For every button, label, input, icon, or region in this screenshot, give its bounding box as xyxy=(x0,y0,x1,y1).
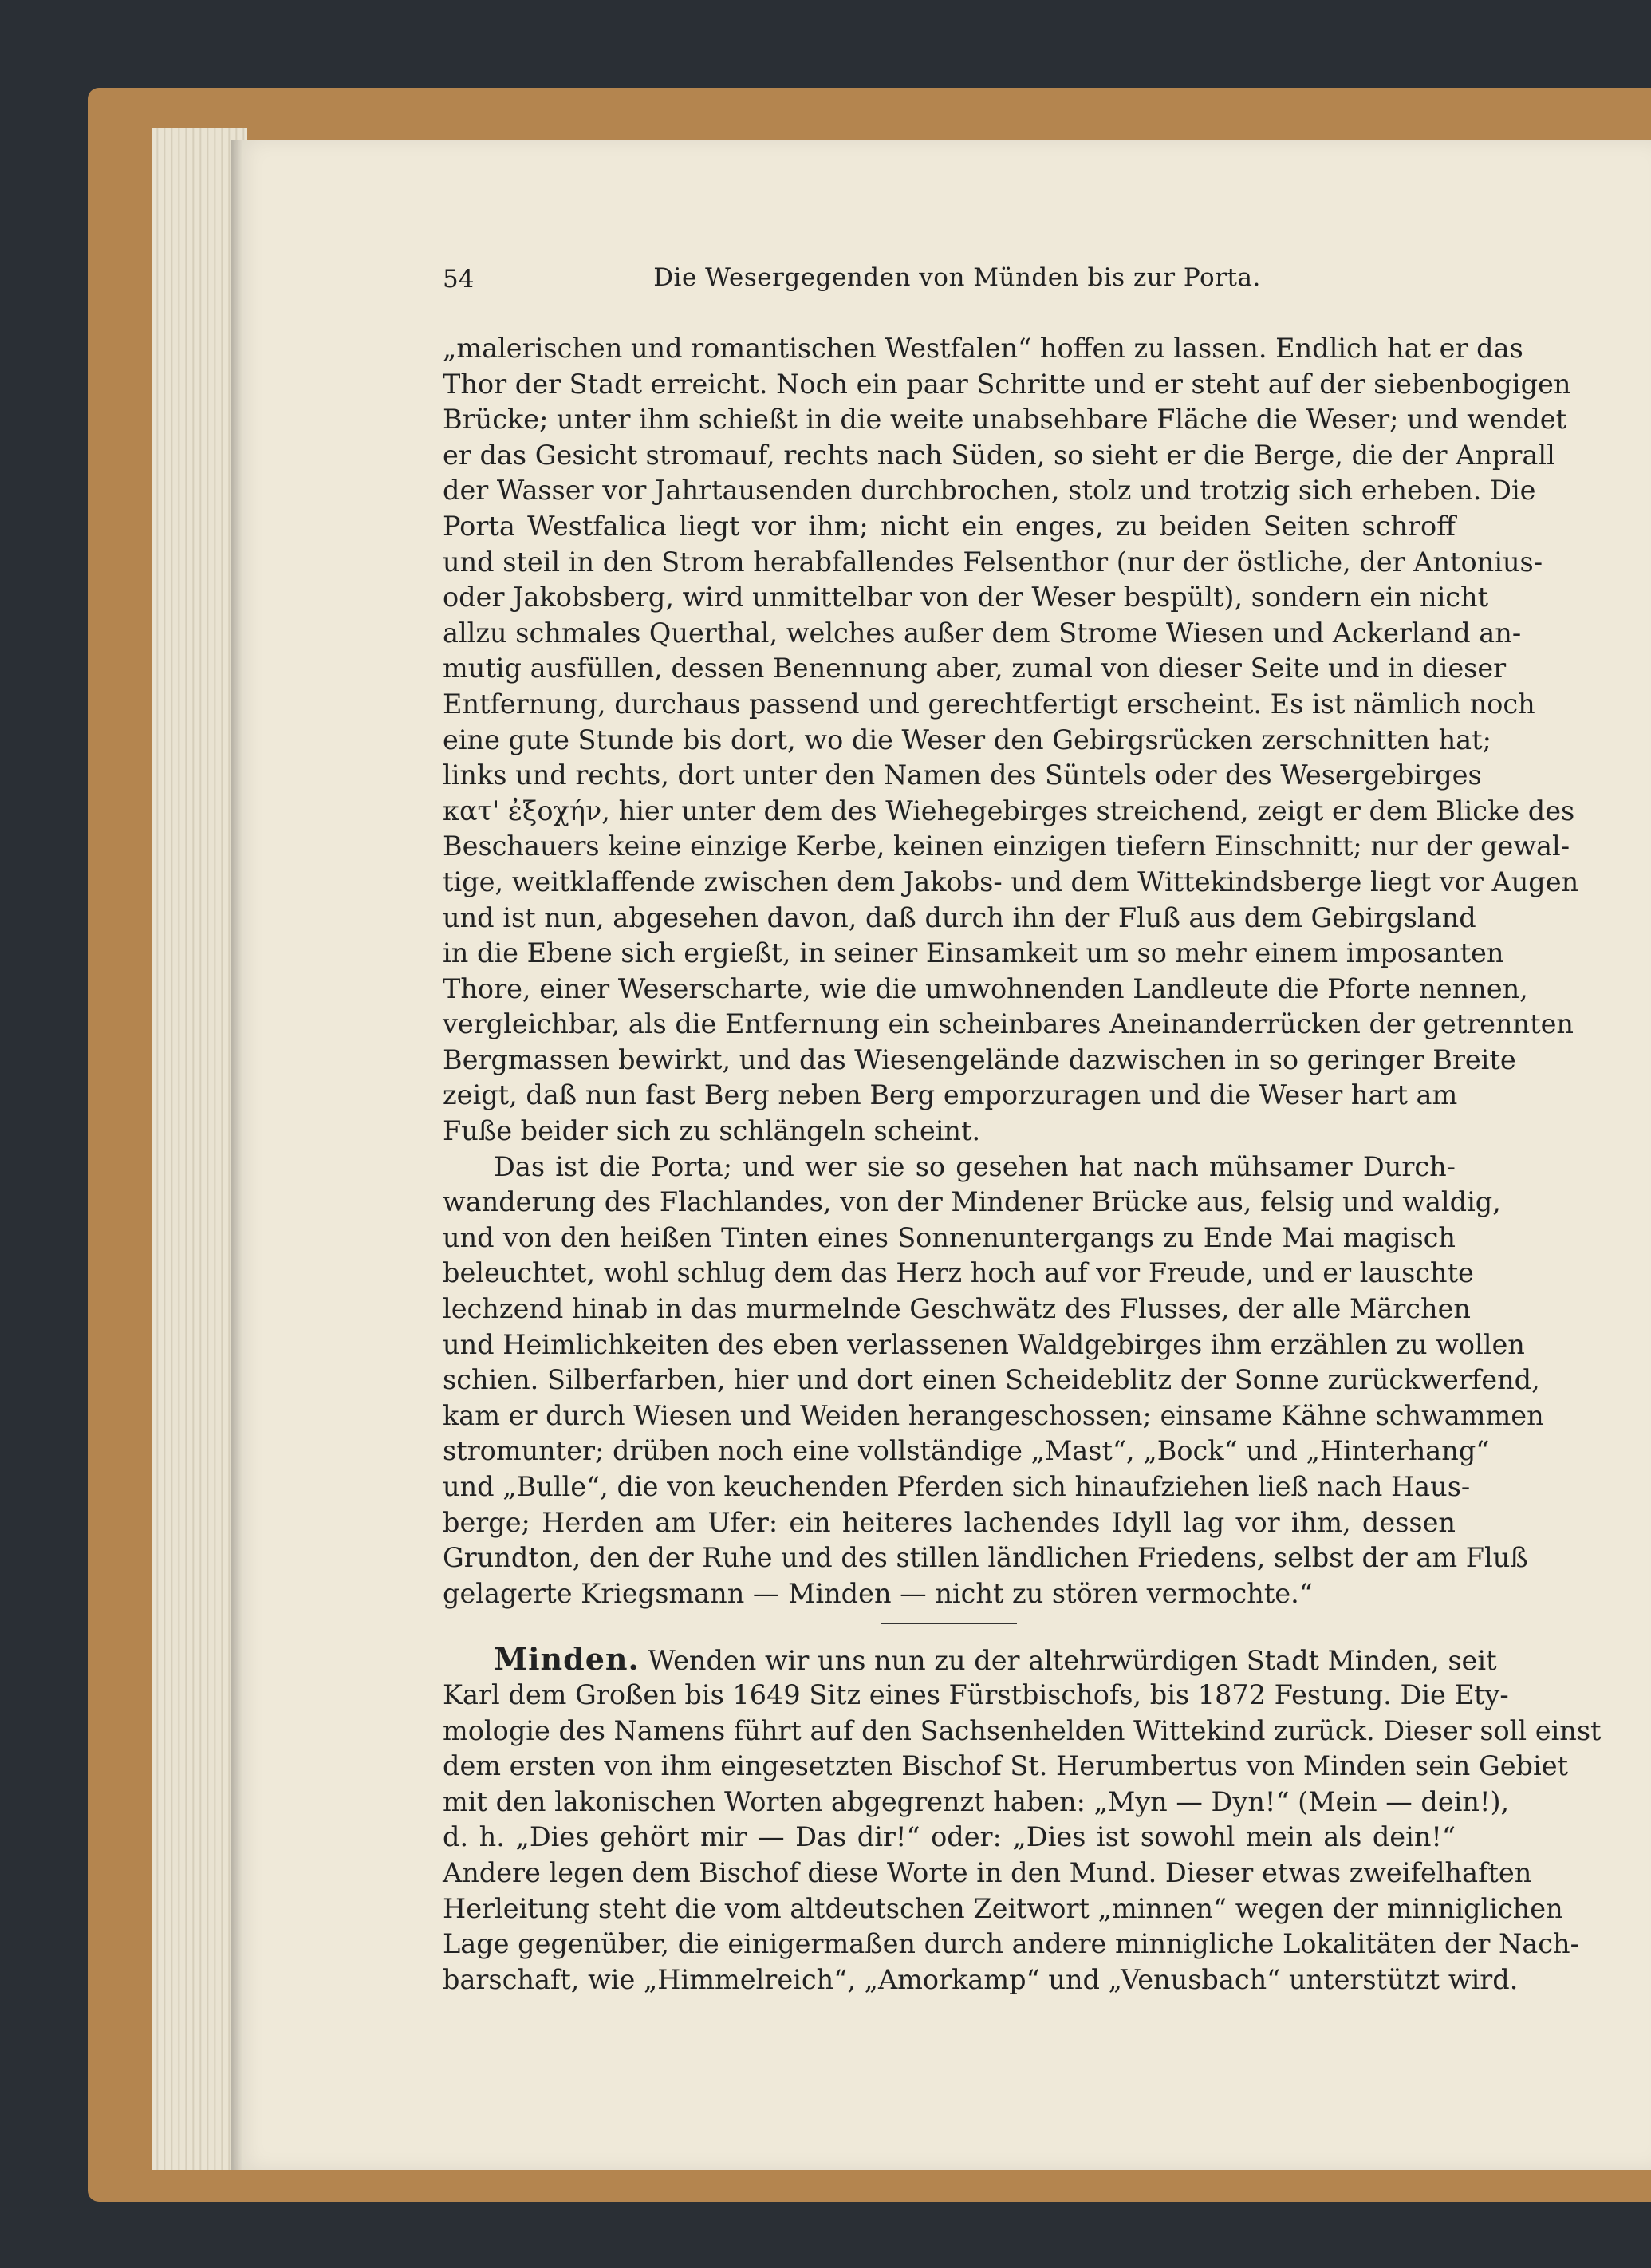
text-line: stromunter; drüben noch eine vollständige „Mast“, „Bock“ und „Hinterhang“ xyxy=(443,1435,1490,1467)
text-line: eine gute Stunde bis dort, wo die Weser den Gebirgsrücken zerschnitten hat; xyxy=(443,724,1491,755)
text-line: berge; Herden am Ufer: ein heiteres lachendes Idyll lag vor ihm, dessen xyxy=(443,1506,1456,1538)
text-line: der Wasser vor Jahrtausenden durchbrochen, stolz und trotzig sich erheben. Die xyxy=(443,475,1536,507)
text-line: Das ist die Porta; und wer sie so gesehen hat nach mühsamer Durch- xyxy=(494,1150,1456,1182)
text-line: Thore, einer Weserscharte, wie die umwohnenden Landleute die Pforte nennen, xyxy=(443,972,1528,1004)
text-line: und Heimlichkeiten des eben verlassenen Waldgebirges ihm erzählen zu wollen xyxy=(443,1328,1525,1360)
text-line: schien. Silberfarben, hier und dort einen Scheideblitz der Sonne zurückwerfend, xyxy=(443,1364,1540,1396)
text-line: mit den lakonischen Worten abgegrenzt haben: „Myn — Dyn!“ (Mein — dein!), xyxy=(443,1785,1510,1817)
text-line: er das Gesicht stromauf, rechts nach Süden, so sieht er die Berge, die der Anprall xyxy=(443,439,1555,471)
paragraph-porta-view xyxy=(443,331,1579,1150)
text-line: Fuße beider sich zu schlängeln scheint. xyxy=(443,1115,981,1147)
text-line: Grundton, den der Ruhe und des stillen ländlichen Friedens, selbst der am Fluß xyxy=(443,1542,1528,1574)
page-gutter-shadow xyxy=(231,140,242,2170)
text-line: links und rechts, dort unter den Namen des Süntels oder des Wesergebirges xyxy=(443,759,1482,791)
text-line: Brücke; unter ihm schießt in die weite unabsehbare Fläche die Weser; und wendet xyxy=(443,404,1567,436)
text-line: und „Bulle“, die von keuchenden Pferden sich hinaufziehen ließ nach Haus- xyxy=(443,1471,1471,1502)
text-line: Herleitung steht die vom altdeutschen Zeitwort „minnen“ wegen der minniglichen xyxy=(443,1892,1563,1924)
text-line: lechzend hinab in das murmelnde Geschwätz des Flusses, der alle Märchen xyxy=(443,1293,1471,1325)
text-line: kam er durch Wiesen und Weiden herangeschossen; einsame Kähne schwammen xyxy=(443,1399,1544,1431)
text-line: allzu schmales Querthal, welches außer dem Strome Wiesen und Ackerland an- xyxy=(443,617,1522,649)
text-line: Thor der Stadt erreicht. Noch ein paar Schritte und er steht auf der siebenbogigen xyxy=(443,368,1571,400)
text-line: barschaft, wie „Himmelreich“, „Amorkamp“ und „Venusbach“ unterstützt wird. xyxy=(443,1963,1519,1995)
text-line: mutig ausfüllen, dessen Benennung aber, zumal von dieser Seite und in dieser xyxy=(443,653,1507,684)
text-line: Porta Westfalica liegt vor ihm; nicht ein enges, zu beiden Seiten schroff xyxy=(443,510,1456,542)
text-line: Beschauers keine einzige Kerbe, keinen einzigen tiefern Einschnitt; nur der gewal- xyxy=(443,830,1570,862)
text-line: Lage gegenüber, die einigermaßen durch andere minnigliche Lokalitäten der Nach- xyxy=(443,1928,1579,1960)
text-line: mologie des Namens führt auf den Sachsenhelden Wittekind zurück. Dieser soll einst xyxy=(443,1714,1602,1746)
text-line: oder Jakobsberg, wird unmittelbar von der Weser bespült), sondern ein nicht xyxy=(443,582,1489,613)
text-line: Entfernung, durchaus passend und gerechtfertigt erscheint. Es ist nämlich noch xyxy=(443,688,1535,720)
text-line: d. h. „Dies gehört mir — Das dir!“ oder: „Dies ist sowohl mein als dein!“ xyxy=(443,1821,1456,1853)
text-line: in die Ebene sich ergießt, in seiner Einsamkeit um so mehr einem imposanten xyxy=(443,937,1504,969)
text-line: „malerischen und romantischen Westfalen“ hoffen zu lassen. Endlich hat er das xyxy=(443,333,1523,364)
text-line: zeigt, daß nun fast Berg neben Berg emporzuragen und die Weser hart am xyxy=(443,1079,1458,1111)
paragraph-porta-sunset xyxy=(443,1150,1544,1612)
text-line: tige, weitklaffende zwischen dem Jakobs- und dem Wittekindsberge liegt vor Augen xyxy=(443,866,1579,897)
text-line: dem ersten von ihm eingesetzten Bischof St. Herumbertus von Minden sein Gebiet xyxy=(443,1750,1569,1782)
paragraph-minden xyxy=(443,1641,1602,1998)
section-heading-minden: Minden. xyxy=(494,1641,640,1678)
text-line: vergleichbar, als die Entfernung ein scheinbares Aneinanderrücken der getrennten xyxy=(443,1008,1574,1040)
section-divider xyxy=(881,1623,1017,1624)
text-line: und ist nun, abgesehen davon, daß durch ihn der Fluß aus dem Gebirgsland xyxy=(443,901,1476,933)
text-line: wanderung des Flachlandes, von der Mindener Brücke aus, felsig und waldig, xyxy=(443,1186,1501,1218)
text-line: Andere legen dem Bischof diese Worte in den Mund. Dieser etwas zweifelhaften xyxy=(443,1856,1532,1888)
text-line: κατ' ἐξοχήν, hier unter dem des Wiehegebirges streichend, zeigt er dem Blicke des xyxy=(443,795,1575,826)
text-line: gelagerte Kriegsmann — Minden — nicht zu stören vermochte.“ xyxy=(443,1577,1313,1609)
page-number: 54 xyxy=(443,265,475,294)
running-title: Die Wesergegenden von Münden bis zur Porta. xyxy=(653,263,1261,292)
page-body xyxy=(443,331,1602,1998)
text-line: und von den heißen Tinten eines Sonnenuntergangs zu Ende Mai magisch xyxy=(443,1221,1456,1253)
text-line: Karl dem Großen bis 1649 Sitz eines Fürstbischofs, bis 1872 Festung. Die Ety- xyxy=(443,1678,1509,1710)
text-line: und steil in den Strom herabfallendes Felsenthor (nur der östliche, der Antonius- xyxy=(443,546,1543,578)
page-header xyxy=(443,263,1472,303)
text-line: beleuchtet, wohl schlug dem das Herz hoch auf vor Freude, und er lauschte xyxy=(443,1257,1474,1289)
text-line: Bergmassen bewirkt, und das Wiesengelände dazwischen in so geringer Breite xyxy=(443,1043,1516,1075)
text-line xyxy=(443,1641,1497,1678)
heading-line-text: Wenden wir uns nun zu der altehrwürdigen Stadt Minden, seit xyxy=(648,1645,1497,1677)
